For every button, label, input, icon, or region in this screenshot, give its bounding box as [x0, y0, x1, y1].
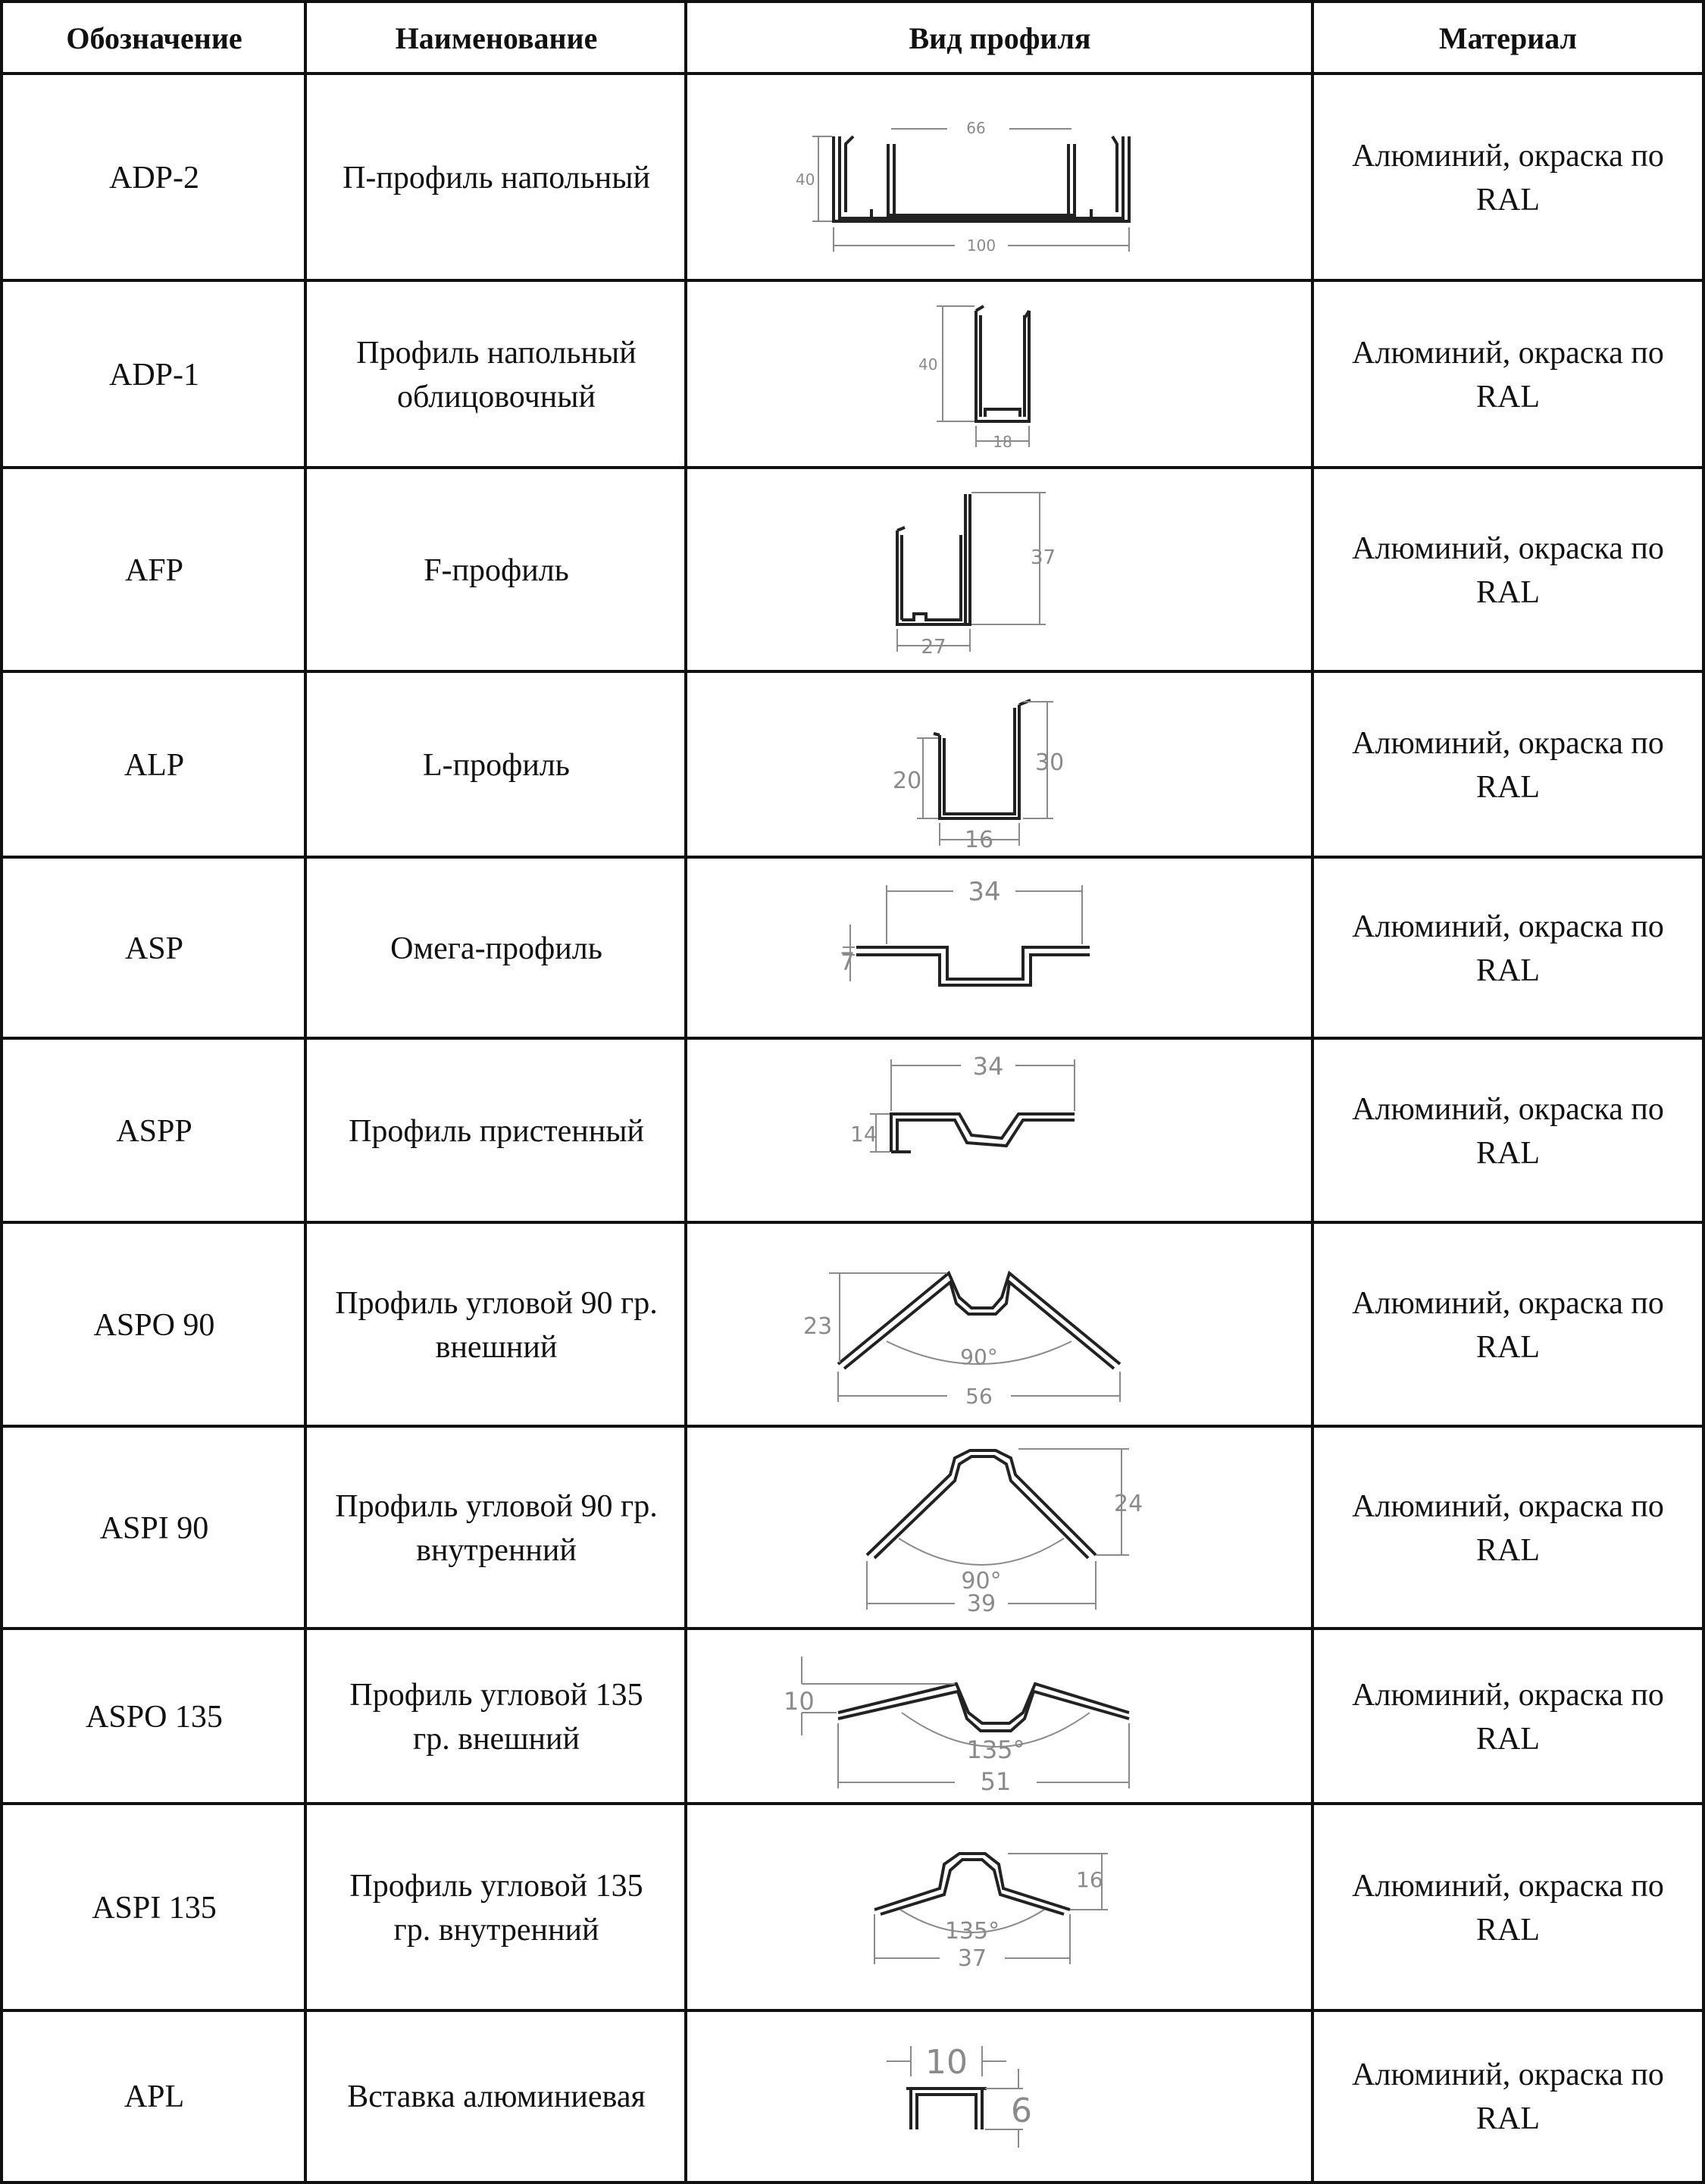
row-name: Профиль угловой 90 гр. внутренний: [335, 1488, 658, 1568]
dim-label: 34: [972, 1052, 1004, 1081]
row-material: [1314, 673, 1702, 857]
profile-drawing-afp: [887, 485, 1076, 659]
material-line-1: Алюминий, окраска по: [1352, 2057, 1664, 2092]
row-name: Омега-профиль: [390, 931, 602, 966]
dim-label: 135°: [944, 1918, 1000, 1945]
dim-label: 37: [957, 1945, 987, 1972]
row-name: Профиль угловой 90 гр. внешний: [335, 1285, 658, 1365]
dim-label: 51: [980, 1767, 1012, 1796]
material-line-2: RAL: [1476, 1329, 1540, 1365]
dim-label: 37: [1031, 546, 1056, 569]
dim-label: 66: [966, 119, 986, 137]
dim-label: 24: [1114, 1491, 1143, 1517]
dim-label: 100: [966, 236, 996, 255]
dim-label: 56: [965, 1384, 993, 1409]
row-material: [1314, 469, 1702, 671]
profile-drawing-aspo90: [796, 1258, 1144, 1410]
material-line-1: Алюминий, окраска по: [1352, 1677, 1664, 1713]
dim-label: 10: [925, 2043, 968, 2082]
row-material: [1314, 1224, 1702, 1426]
row-code: ASPI 90: [99, 1510, 209, 1546]
profile-drawing-apl: [885, 2031, 1052, 2152]
row-material: [1314, 1428, 1702, 1629]
material-line-2: RAL: [1476, 1721, 1540, 1757]
material-line-1: Алюминий, окраска по: [1352, 1091, 1664, 1127]
dim-label: 135°: [966, 1735, 1025, 1764]
row-material: [1314, 282, 1702, 468]
dim-label: 40: [918, 355, 938, 374]
header-material: Материал: [1438, 21, 1578, 55]
dim-label: 18: [993, 433, 1012, 451]
material-line-1: Алюминий, окраска по: [1352, 335, 1664, 371]
row-material: [1314, 1805, 1702, 2010]
dim-label: 90°: [960, 1344, 998, 1369]
profile-drawing-alp: [887, 690, 1084, 853]
dim-label: 30: [1035, 749, 1065, 776]
material-line-2: RAL: [1476, 953, 1540, 988]
material-line-2: RAL: [1476, 182, 1540, 217]
row-name: F-профиль: [424, 552, 569, 588]
row-name: L-профиль: [423, 747, 570, 783]
row-code: ASPP: [116, 1113, 192, 1149]
material-line-1: Алюминий, окраска по: [1352, 1488, 1664, 1524]
row-code: ADP-1: [108, 357, 199, 393]
profile-drawing-aspi90: [856, 1440, 1159, 1614]
dim-label: 14: [850, 1122, 878, 1147]
dim-label: 39: [966, 1591, 996, 1614]
material-line-2: RAL: [1476, 2101, 1540, 2136]
row-name: Профиль напольный облицовочный: [356, 335, 637, 415]
dim-label: 20: [893, 768, 922, 794]
row-material: [1314, 75, 1702, 280]
material-line-1: Алюминий, окраска по: [1352, 725, 1664, 761]
row-name: П-профиль напольный: [343, 160, 650, 196]
row-code: ALP: [124, 747, 185, 783]
profile-drawing-adp1: [915, 296, 1052, 455]
dim-label: 34: [968, 877, 1001, 907]
dim-label: 27: [921, 636, 946, 659]
material-line-2: RAL: [1476, 1532, 1540, 1568]
row-material: [1314, 859, 1702, 1038]
row-code: APL: [124, 2079, 185, 2114]
profile-drawing-adp2: [796, 114, 1159, 258]
profile-drawing-aspp: [847, 1046, 1090, 1182]
row-code: ASPO 135: [86, 1699, 223, 1735]
row-material: [1314, 1040, 1702, 1222]
material-line-2: RAL: [1476, 1912, 1540, 1948]
material-line-1: Алюминий, окраска по: [1352, 530, 1664, 566]
dim-label: 7: [840, 947, 856, 976]
dim-label: 10: [784, 1687, 815, 1716]
material-line-2: RAL: [1476, 574, 1540, 610]
material-line-2: RAL: [1476, 769, 1540, 805]
row-name: Профиль угловой 135 гр. внутренний: [349, 1868, 643, 1948]
row-name: Профиль угловой 135 гр. внешний: [349, 1677, 643, 1757]
material-line-1: Алюминий, окраска по: [1352, 138, 1664, 174]
dim-label: 90°: [961, 1568, 1002, 1594]
dim-label: 16: [1076, 1867, 1103, 1892]
material-line-1: Алюминий, окраска по: [1352, 1285, 1664, 1321]
material-line-2: RAL: [1476, 1135, 1540, 1171]
row-code: ASPO 90: [93, 1307, 215, 1343]
row-code: ASP: [124, 931, 184, 966]
row-code: AFP: [124, 552, 184, 588]
header-view: Вид профиля: [909, 21, 1091, 55]
row-code: ASPI 135: [92, 1890, 217, 1926]
profile-drawing-aspo135: [781, 1644, 1144, 1796]
material-line-1: Алюминий, окраска по: [1352, 1868, 1664, 1904]
profile-drawing-asp: [840, 871, 1097, 1012]
material-line-2: RAL: [1476, 379, 1540, 415]
row-material: [1314, 1630, 1702, 1804]
row-code: ADP-2: [108, 160, 199, 196]
material-line-1: Алюминий, окраска по: [1352, 909, 1664, 944]
header-name: Наименование: [395, 21, 598, 55]
row-name: Вставка алюминиевая: [347, 2079, 646, 2114]
row-name: Профиль пристенный: [349, 1113, 644, 1149]
dim-label: 40: [796, 171, 815, 189]
row-material: [1314, 2012, 1702, 2181]
header-code: Обозначение: [66, 21, 242, 55]
dim-label: 23: [803, 1313, 833, 1340]
dim-label: 6: [1011, 2092, 1032, 2130]
dim-label: 16: [964, 827, 994, 853]
profile-drawing-aspi135: [864, 1826, 1137, 1978]
